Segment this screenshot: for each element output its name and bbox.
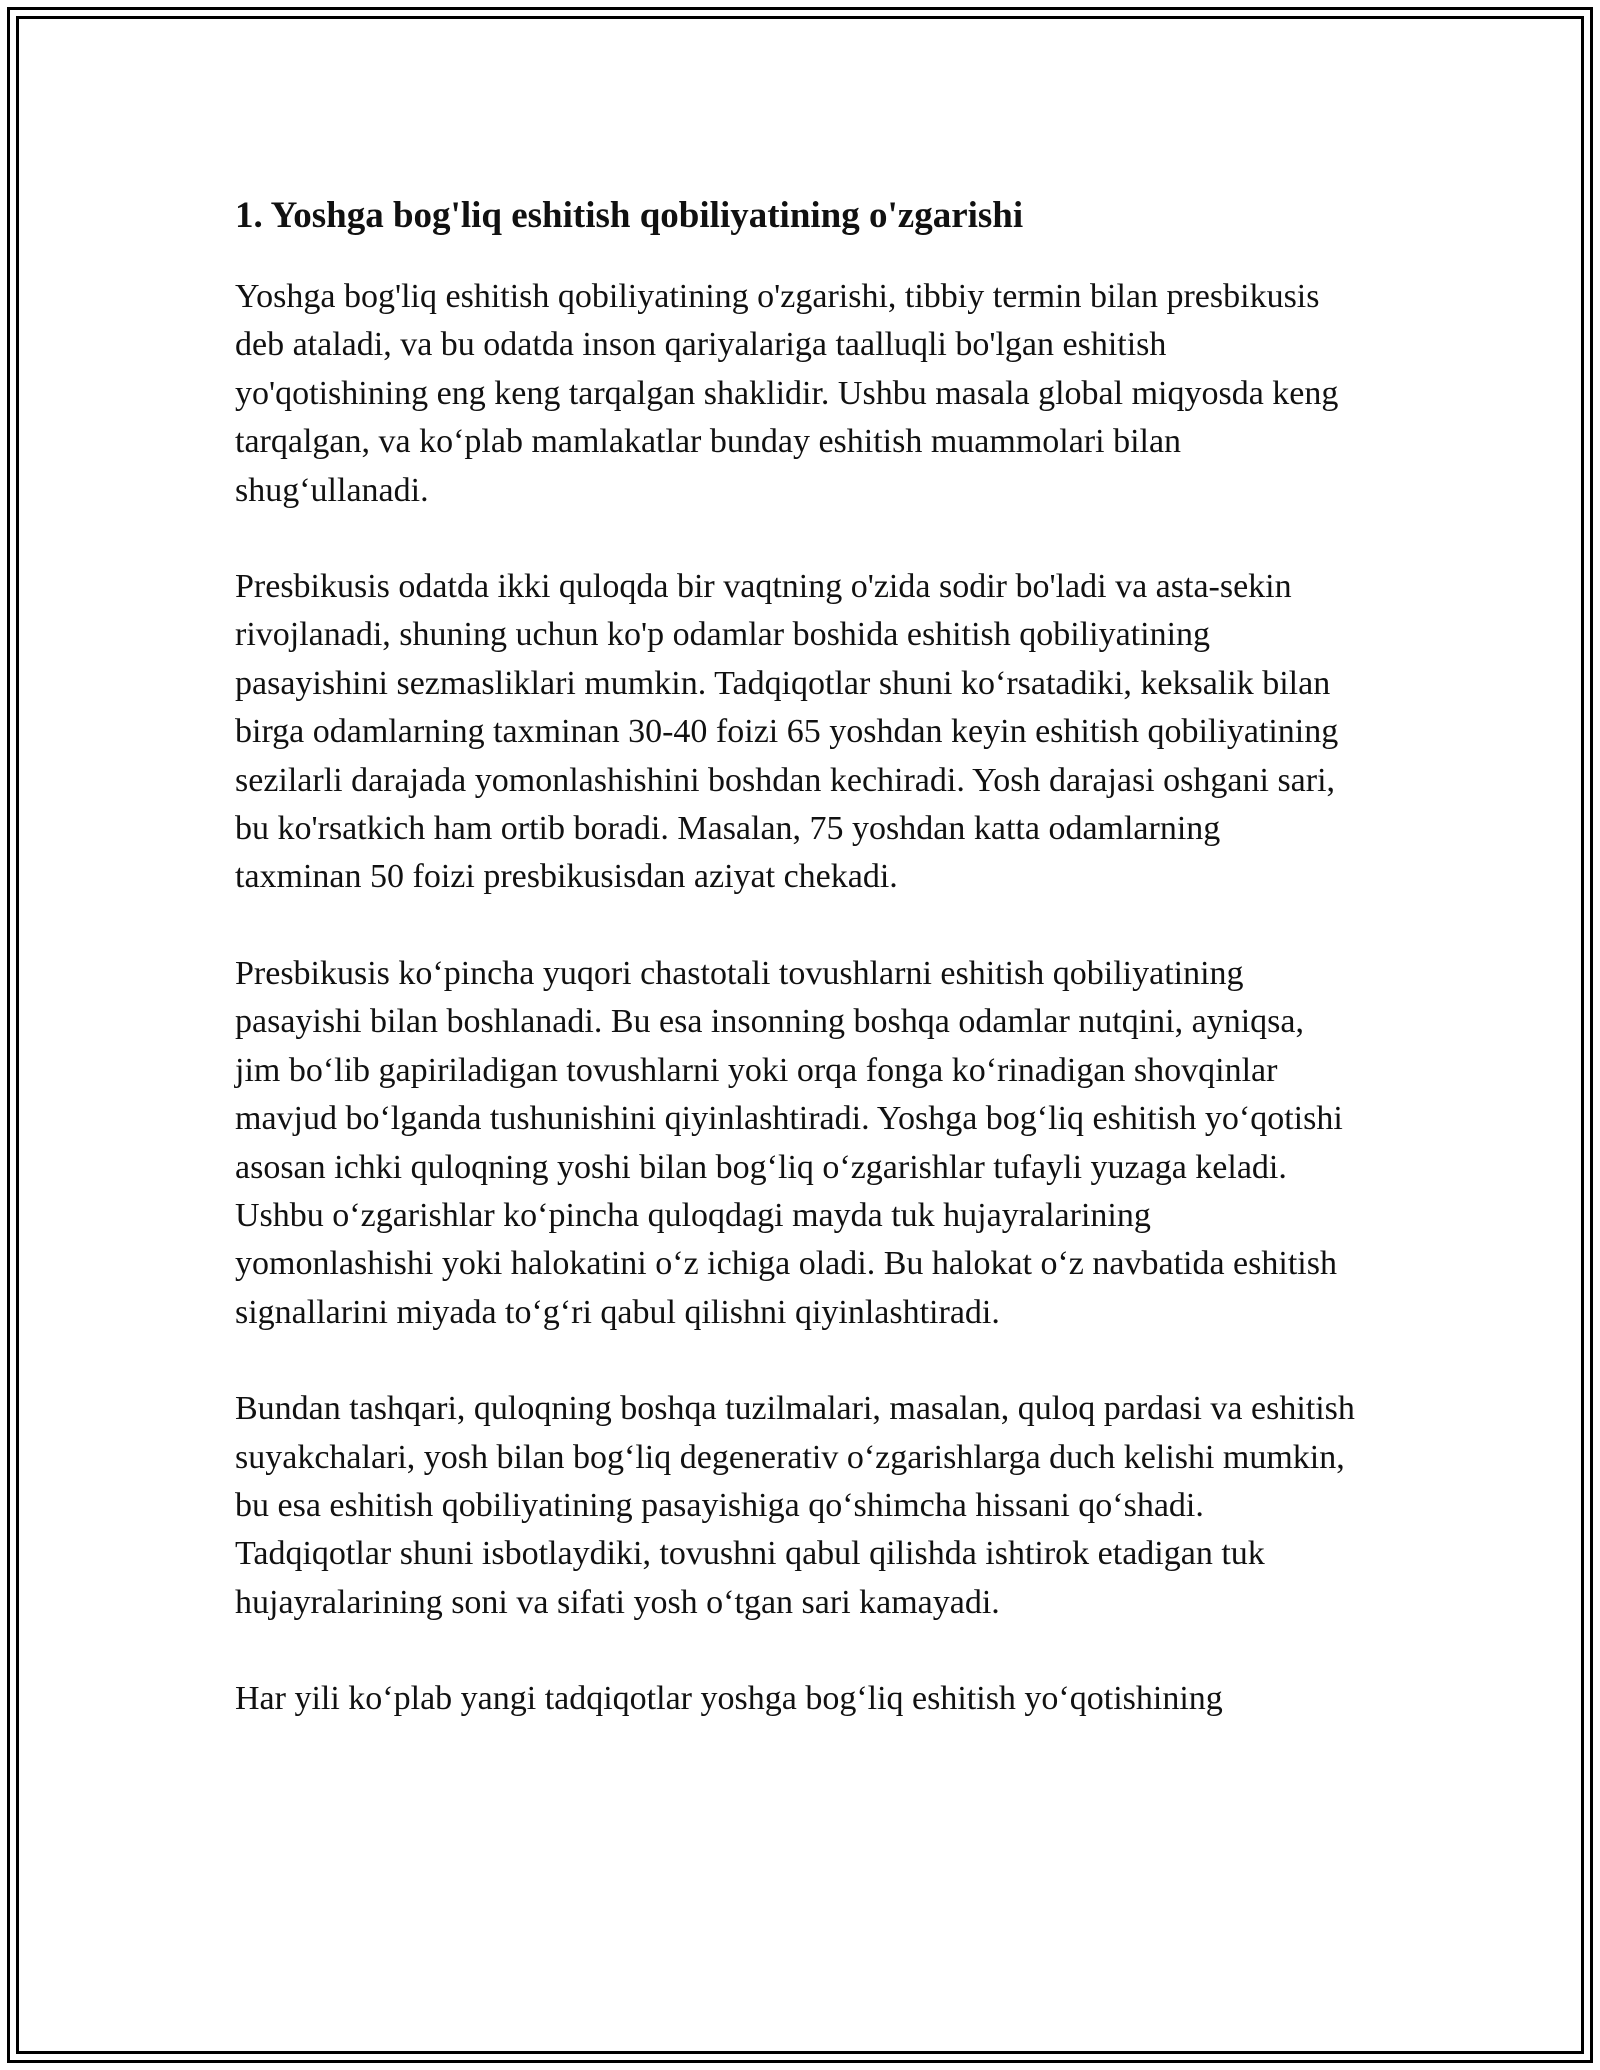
paragraph-5: Har yili ko‘plab yangi tadqiqotlar yoshga bog‘liq eshitish yo‘qotishining xyxy=(235,1680,1223,1718)
paragraph-4: Bundan tashqari, quloqning boshqa tuzilmalari, masalan, quloq pardasi va eshitish suyakchalari, yosh bilan bog‘liq degenerativ o‘zgarishlarga duch kelishi mumkin, bu esa eshitish qobiliyatining pasayishiga qo‘shimcha hissani qo‘shadi. Tadqiqotlar shuni isbotlaydiki, tovushni qabul qilishda ishtirok etadigan tuk hujayralarining soni va sifati yosh o‘tgan sari kamayadi. xyxy=(235,1390,1355,1621)
paragraph-1: Yoshga bog'liq eshitish qobiliyatining o'zgarishi, tibbiy termin bilan presbikusis deb ataladi, va bu odatda inson qariyalariga taalluqli bo'lgan eshitish yo'qotishining eng keng tarqalgan shaklidir. Ushbu masala global miqyosda keng tarqalgan, va ko‘plab mamlakatlar bunday eshitish muammolari bilan shug‘ullanadi. xyxy=(235,278,1339,509)
section-heading: 1. Yoshga bog'liq eshitish qobiliyatining o'zgarishi xyxy=(235,195,1024,236)
paragraph-2: Presbikusis odatda ikki quloqda bir vaqtning o'zida sodir bo'ladi va asta-sekin rivojlanadi, shuning uchun ko'p odamlar boshida eshitish qobiliyatining pasayishini sezmasliklari mumkin. Tadqiqotlar shuni ko‘rsatadiki, keksalik bilan birga odamlarning taxminan 30-40 foizi 65 yoshdan keyin eshitish qobiliyatining sezilarli darajada yomonlashishini boshdan kechiradi. Yosh darajasi oshgani sari, bu ko'rsatkich ham ortib boradi. Masalan, 75 yoshdan katta odamlarning taxminan 50 foizi presbikusisdan aziyat chekadi. xyxy=(235,568,1339,896)
paragraph-3: Presbikusis ko‘pincha yuqori chastotali tovushlarni eshitish qobiliyatining pasayishi bilan boshlanadi. Bu esa insonning boshqa odamlar nutqini, ayniqsa, jim bo‘lib gapiriladigan tovushlarni yoki orqa fonga ko‘rinadigan shovqinlar mavjud bo‘lganda tushunishini qiyinlashtiradi. Yoshga bog‘liq eshitish yo‘qotishi asosan ichki quloqning yoshi bilan bog‘liq o‘zgarishlar tufayli yuzaga keladi. Ushbu o‘zgarishlar ko‘pincha quloqdagi mayda tuk hujayralarining yomonlashishi yoki halokatini o‘z ichiga oladi. Bu halokat o‘z navbatida eshitish signallarini miyada to‘g‘ri qabul qilishni qiyinlashtiradi. xyxy=(235,954,1343,1331)
document-body xyxy=(235,182,1355,1772)
